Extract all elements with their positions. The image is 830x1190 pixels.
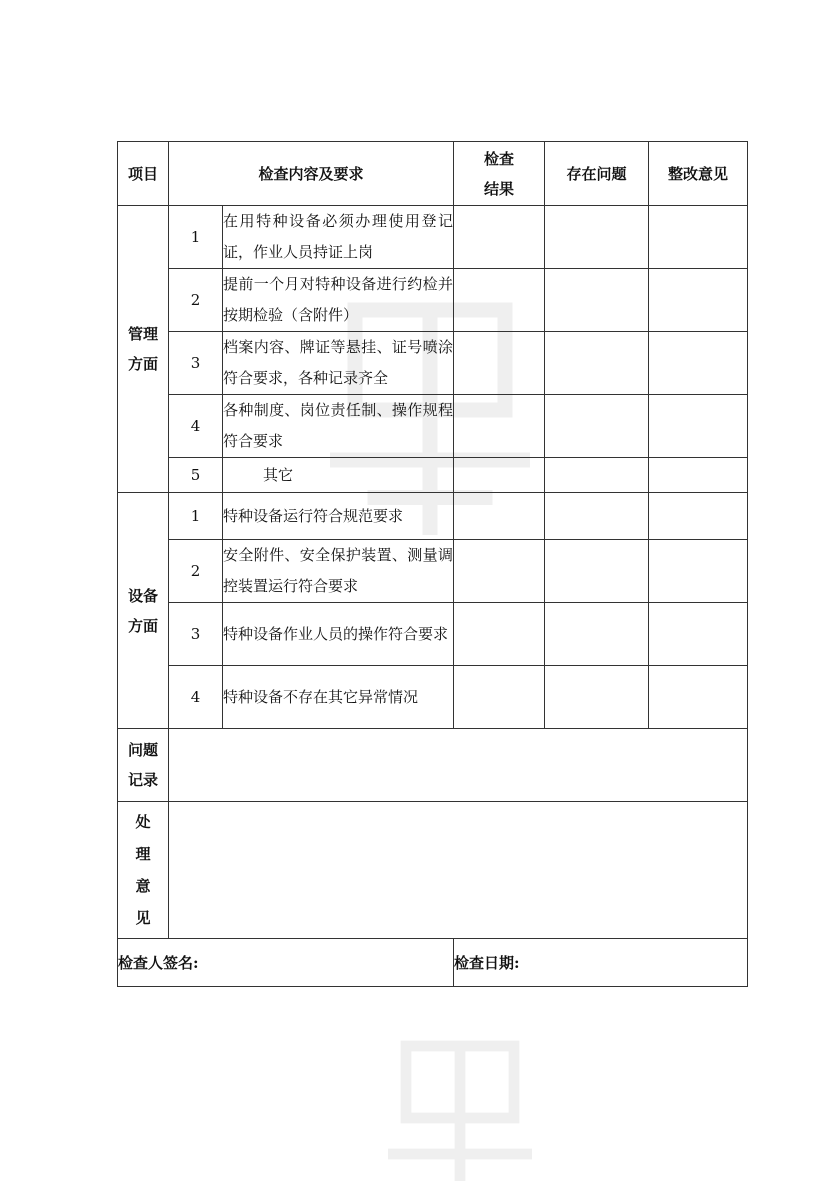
requirement-text: 档案内容、牌证等悬挂、证号喷涂符合要求，各种记录齐全 [223,332,454,395]
result-cell[interactable] [454,395,545,458]
equipment-label-line2: 方面 [127,616,158,635]
result-cell[interactable] [454,269,545,332]
header-result-line1: 检查 [484,149,515,168]
watermark-logo-bottom [360,1010,560,1190]
equipment-row-4 [118,666,748,729]
equipment-row-1 [118,493,748,540]
result-cell[interactable] [454,540,545,603]
row-number: 2 [169,269,223,332]
issue-record-row [118,729,748,802]
rectification-cell[interactable] [649,395,748,458]
handling-opinion-field[interactable] [169,802,748,939]
row-number: 1 [169,206,223,269]
result-cell[interactable] [454,458,545,493]
header-problems: 存在问题 [545,142,649,206]
row-number: 4 [169,395,223,458]
inspector-signature-label[interactable]: 检查人签名: [118,939,454,987]
management-row-2 [118,269,748,332]
inspection-date-label[interactable]: 检查日期: [454,939,748,987]
row-number: 5 [169,458,223,493]
requirement-text: 在用特种设备必须办理使用登记证，作业人员持证上岗 [223,206,454,269]
result-cell[interactable] [454,206,545,269]
header-result [454,142,545,206]
header-result-line2: 结果 [484,179,515,198]
requirement-text: 其它 [223,458,454,493]
inspection-form-table [117,141,748,987]
management-row-5 [118,458,748,493]
rectification-cell[interactable] [649,332,748,395]
row-number: 3 [169,332,223,395]
handling-opinion-label [118,802,169,939]
row-number: 4 [169,666,223,729]
management-row-3 [118,332,748,395]
handling-char-1: 处 [135,813,151,831]
rectification-cell[interactable] [649,540,748,603]
rectification-cell[interactable] [649,458,748,493]
result-cell[interactable] [454,666,545,729]
issue-record-label-line2: 记录 [127,771,158,789]
rectification-cell[interactable] [649,269,748,332]
handling-char-3: 意 [135,877,151,895]
problem-cell[interactable] [545,603,649,666]
problem-cell[interactable] [545,332,649,395]
requirement-text: 特种设备不存在其它异常情况 [223,666,454,729]
management-section-label [118,206,169,493]
result-cell[interactable] [454,493,545,540]
issue-record-field[interactable] [169,729,748,802]
header-item: 项目 [118,142,169,206]
handling-opinion-row [118,802,748,939]
signature-row [118,939,748,987]
row-number: 3 [169,603,223,666]
equipment-row-3 [118,603,748,666]
requirement-text: 特种设备运行符合规范要求 [223,493,454,540]
result-cell[interactable] [454,603,545,666]
problem-cell[interactable] [545,269,649,332]
problem-cell[interactable] [545,540,649,603]
management-label-line1: 管理 [127,325,158,343]
rectification-cell[interactable] [649,603,748,666]
management-label-line2: 方面 [127,355,158,373]
management-row-1 [118,206,748,269]
handling-char-2: 理 [135,845,151,863]
management-row-4 [118,395,748,458]
header-content: 检查内容及要求 [169,142,454,206]
problem-cell[interactable] [545,206,649,269]
problem-cell[interactable] [545,458,649,493]
requirement-text: 各种制度、岗位责任制、操作规程符合要求 [223,395,454,458]
handling-char-4: 见 [135,909,151,927]
rectification-cell[interactable] [649,493,748,540]
rectification-cell[interactable] [649,666,748,729]
requirement-text: 特种设备作业人员的操作符合要求 [223,603,454,666]
equipment-section-label [118,493,169,729]
issue-record-label-line1: 问题 [127,741,158,759]
result-cell[interactable] [454,332,545,395]
requirement-text: 提前一个月对特种设备进行约检并按期检验（含附件） [223,269,454,332]
row-number: 2 [169,540,223,603]
problem-cell[interactable] [545,395,649,458]
equipment-row-2 [118,540,748,603]
header-rectification: 整改意见 [649,142,748,206]
row-number: 1 [169,493,223,540]
requirement-text: 安全附件、安全保护装置、测量调控装置运行符合要求 [223,540,454,603]
rectification-cell[interactable] [649,206,748,269]
issue-record-label [118,729,169,802]
problem-cell[interactable] [545,493,649,540]
equipment-label-line1: 设备 [127,586,158,605]
header-row [118,142,748,206]
problem-cell[interactable] [545,666,649,729]
